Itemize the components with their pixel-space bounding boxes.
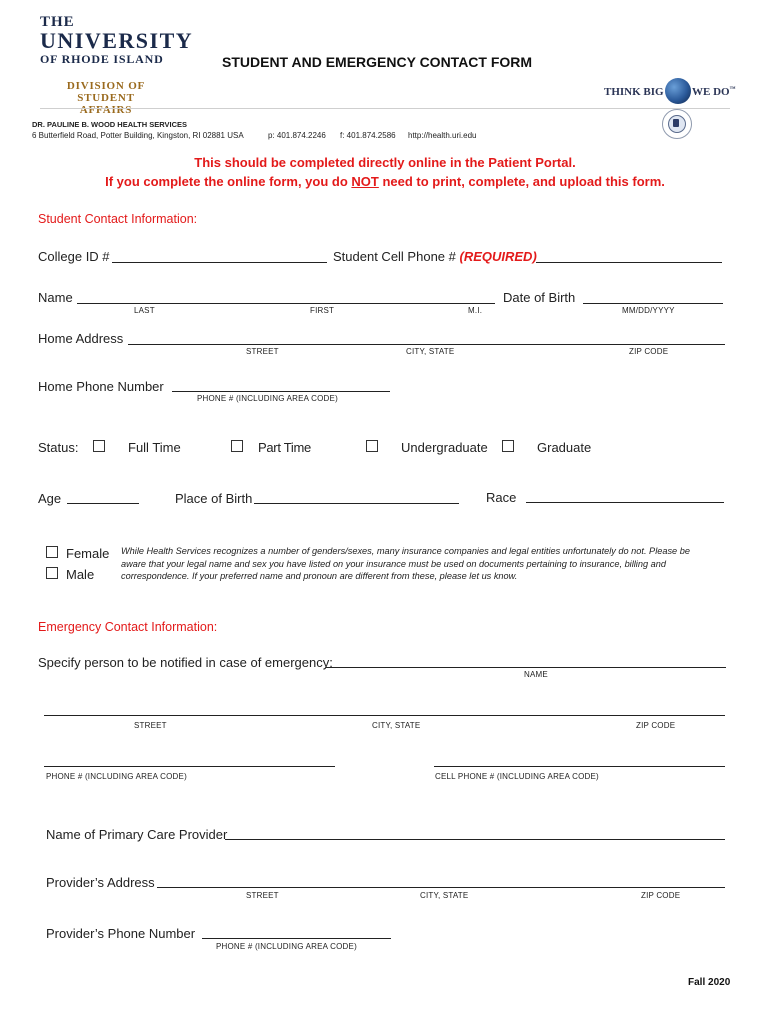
caption-city-state: CITY, STATE xyxy=(406,347,455,356)
provider-address-field[interactable] xyxy=(157,887,725,888)
notice-not: NOT xyxy=(351,174,379,189)
caption-last: LAST xyxy=(134,306,155,315)
age-label: Age xyxy=(38,491,62,506)
caption-provider-city-state: CITY, STATE xyxy=(420,891,469,900)
logo-divider xyxy=(40,108,730,109)
provider-phone-label: Provider’s Phone Number xyxy=(46,926,196,941)
caption-street: STREET xyxy=(246,347,279,356)
cell-phone-label xyxy=(333,249,537,264)
health-services-phone: p: 401.874.2246 xyxy=(268,131,326,140)
cell-phone-text: Student Cell Phone # xyxy=(333,249,456,264)
cell-phone-field[interactable] xyxy=(536,262,722,263)
notice-line2-after: need to print, complete, and upload this form. xyxy=(378,174,665,189)
tagline-trademark: ™ xyxy=(729,86,736,93)
caption-provider-street: STREET xyxy=(246,891,279,900)
logo-the: THE xyxy=(40,14,75,30)
tagline-right: WE DO xyxy=(692,86,730,98)
male-checkbox[interactable] xyxy=(46,567,58,579)
place-of-birth-label: Place of Birth xyxy=(175,491,253,506)
health-services-url: http://health.uri.edu xyxy=(408,131,477,140)
graduate-checkbox[interactable] xyxy=(502,440,514,452)
health-services-fax: f: 401.874.2586 xyxy=(340,131,396,140)
portal-notice-line1: This should be completed directly online in the Patient Portal. xyxy=(194,155,576,170)
caption-dob: MM/DD/YYYY xyxy=(622,306,675,315)
tagline xyxy=(604,86,664,98)
caption-provider-phone: PHONE # (INCLUDING AREA CODE) xyxy=(216,942,357,951)
caption-provider-zip: ZIP CODE xyxy=(641,891,681,900)
logo-university: UNIVERSITY xyxy=(40,28,194,53)
page-title: STUDENT AND EMERGENCY CONTACT FORM xyxy=(222,54,533,70)
home-phone-field[interactable] xyxy=(172,391,390,392)
specify-person-label: Specify person to be notified in case of emergency: xyxy=(38,655,333,670)
caption-emergency-zip: ZIP CODE xyxy=(636,721,676,730)
logo-student-affairs: STUDENT AFFAIRS xyxy=(77,92,135,116)
university-seal-icon xyxy=(662,109,692,139)
emergency-address-field[interactable] xyxy=(44,715,725,716)
female-label: Female xyxy=(66,546,110,561)
logo-of-rhode-island: OF RHODE ISLAND xyxy=(40,52,164,66)
place-of-birth-field[interactable] xyxy=(254,503,459,504)
provider-address-label: Provider’s Address xyxy=(46,875,155,890)
college-id-label: College ID # xyxy=(38,249,110,264)
globe-icon xyxy=(665,78,691,104)
part-time-checkbox[interactable] xyxy=(231,440,243,452)
full-time-label: Full Time xyxy=(128,440,181,455)
tagline-left: THINK BIG xyxy=(604,86,664,98)
race-label: Race xyxy=(486,490,517,505)
sex-disclaimer: While Health Services recognizes a number of genders/sexes, many insurance companies and legal entities unfortunately do not. Please be aware that your legal name and sex you have listed on your insurance must be used on documents pertaining to insurance, billing and correspondence. If your preferred name and pronoun are different from these, please let us know. xyxy=(121,546,690,581)
footer-term: Fall 2020 xyxy=(688,977,731,988)
female-checkbox[interactable] xyxy=(46,546,58,558)
undergraduate-checkbox[interactable] xyxy=(366,440,378,452)
tagline-right-wrap xyxy=(692,86,736,98)
provider-phone-field[interactable] xyxy=(202,938,391,939)
health-services-address: 6 Butterfield Road, Potter Building, Kingston, RI 02881 USA xyxy=(32,131,244,140)
emergency-section-heading: Emergency Contact Information: xyxy=(38,620,218,634)
caption-emergency-street: STREET xyxy=(134,721,167,730)
home-address-label: Home Address xyxy=(38,331,124,346)
emergency-cell-field[interactable] xyxy=(434,766,725,767)
age-field[interactable] xyxy=(67,503,139,504)
status-label: Status: xyxy=(38,440,79,455)
caption-first: FIRST xyxy=(310,306,335,315)
part-time-label: Part Time xyxy=(258,440,311,455)
uri-logo xyxy=(40,14,194,67)
notice-line2-before: If you complete the online form, you do xyxy=(105,174,352,189)
dob-label: Date of Birth xyxy=(503,290,576,305)
name-label: Name xyxy=(38,290,73,305)
logo-division-of: DIVISION OF xyxy=(66,80,146,92)
home-address-field[interactable] xyxy=(128,344,725,345)
graduate-label: Graduate xyxy=(537,440,592,455)
caption-home-phone: PHONE # (INCLUDING AREA CODE) xyxy=(197,394,338,403)
caption-emergency-name: NAME xyxy=(524,670,548,679)
name-field[interactable] xyxy=(77,303,495,304)
primary-care-label: Name of Primary Care Provider xyxy=(46,827,228,842)
male-label: Male xyxy=(66,567,95,582)
division-logo xyxy=(56,80,156,116)
caption-emergency-cell: CELL PHONE # (INCLUDING AREA CODE) xyxy=(435,772,599,781)
caption-mi: M.I. xyxy=(468,306,483,315)
emergency-name-field[interactable] xyxy=(326,667,726,668)
dob-field[interactable] xyxy=(583,303,723,304)
race-field[interactable] xyxy=(526,502,724,503)
undergraduate-label: Undergraduate xyxy=(401,440,488,455)
required-tag: (REQUIRED) xyxy=(459,249,537,264)
primary-care-field[interactable] xyxy=(225,839,725,840)
portal-notice-line2 xyxy=(0,174,770,189)
caption-emergency-city-state: CITY, STATE xyxy=(372,721,421,730)
emergency-phone-field[interactable] xyxy=(44,766,335,767)
caption-zip: ZIP CODE xyxy=(629,347,669,356)
home-phone-label: Home Phone Number xyxy=(38,379,164,394)
health-services-name: DR. PAULINE B. WOOD HEALTH SERVICES xyxy=(32,120,188,129)
college-id-field[interactable] xyxy=(112,262,327,263)
caption-emergency-phone: PHONE # (INCLUDING AREA CODE) xyxy=(46,772,187,781)
student-section-heading: Student Contact Information: xyxy=(38,212,198,226)
full-time-checkbox[interactable] xyxy=(93,440,105,452)
